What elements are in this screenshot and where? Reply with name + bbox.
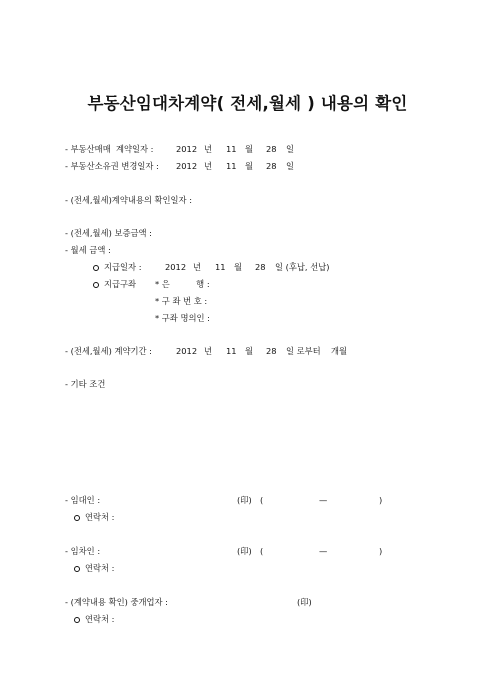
tenant-contact: 연락처 : bbox=[74, 563, 114, 573]
tenant-paren-open: ( bbox=[260, 546, 264, 556]
sale-contract-label: - 부동산매매 계약일자 : bbox=[65, 144, 154, 154]
contract-period-day: 28 bbox=[266, 346, 277, 356]
sale-contract-month-unit: 월 bbox=[245, 144, 254, 154]
tenant-seal: (印) bbox=[237, 546, 252, 556]
sale-contract-day-unit: 일 bbox=[286, 144, 295, 154]
ownership-change-label: - 부동산소유권 변경일자 : bbox=[65, 161, 159, 171]
payment-date-year-unit: 년 bbox=[193, 262, 202, 272]
circle-bullet-icon bbox=[74, 617, 80, 623]
broker-seal: (印) bbox=[297, 597, 312, 607]
tenant-label: - 임차인 : bbox=[65, 546, 101, 556]
landlord-seal: (印) bbox=[237, 495, 252, 505]
payment-date-month-unit: 월 bbox=[234, 262, 243, 272]
payment-date-day: 28 bbox=[255, 262, 266, 272]
circle-bullet-icon bbox=[93, 265, 99, 271]
ownership-change-day-unit: 일 bbox=[286, 161, 295, 171]
circle-bullet-icon bbox=[74, 566, 80, 572]
sale-contract-month: 11 bbox=[226, 144, 237, 154]
page-title: 부동산임대차계약( 전세,월세 ) 내용의 확인 bbox=[87, 94, 408, 113]
monthly-rent-label: - 월세 금액 : bbox=[65, 245, 111, 255]
landlord-dash: — bbox=[319, 495, 328, 505]
payment-date-year: 2012 bbox=[165, 262, 187, 272]
ownership-change-year-unit: 년 bbox=[204, 161, 213, 171]
payment-account-item: 지급구좌 bbox=[93, 279, 136, 289]
ownership-change-year: 2012 bbox=[176, 161, 198, 171]
ownership-change-day: 28 bbox=[266, 161, 277, 171]
landlord-contact: 연락처 : bbox=[74, 512, 114, 522]
deposit-label: - (전세,월세) 보증금액 : bbox=[65, 228, 152, 238]
circle-bullet-icon bbox=[74, 515, 80, 521]
contract-period-from: 일 로부터 bbox=[286, 346, 321, 356]
contract-period-label: - (전세,월세) 계약기간 : bbox=[65, 346, 152, 356]
contract-period-month-unit: 월 bbox=[245, 346, 254, 356]
landlord-paren-close: ) bbox=[379, 495, 383, 505]
sale-contract-year-unit: 년 bbox=[204, 144, 213, 154]
broker-label: - (계약내용 확인) 중개업자 : bbox=[65, 597, 168, 607]
payment-date-month: 11 bbox=[215, 262, 226, 272]
account-number-label: * 구 좌 번 호 : bbox=[155, 296, 208, 306]
ownership-change-month: 11 bbox=[226, 161, 237, 171]
sale-contract-day: 28 bbox=[266, 144, 277, 154]
payment-date-day-unit: 일 (후납, 선납) bbox=[275, 262, 330, 272]
tenant-paren-close: ) bbox=[379, 546, 383, 556]
confirm-date-label: - (전세,월세)계약내용의 확인일자 : bbox=[65, 195, 193, 205]
circle-bullet-icon bbox=[93, 282, 99, 288]
account-holder-label: * 구좌 명의인 : bbox=[155, 313, 210, 323]
broker-contact: 연락처 : bbox=[74, 614, 114, 624]
contract-period-year: 2012 bbox=[176, 346, 198, 356]
payment-date-item: 지급일자 : bbox=[93, 262, 142, 272]
contract-period-months: 개월 bbox=[331, 346, 348, 356]
contract-period-year-unit: 년 bbox=[204, 346, 213, 356]
other-terms-label: - 기타 조건 bbox=[65, 379, 106, 389]
contract-period-month: 11 bbox=[226, 346, 237, 356]
tenant-dash: — bbox=[319, 546, 328, 556]
ownership-change-month-unit: 월 bbox=[245, 161, 254, 171]
sale-contract-year: 2012 bbox=[176, 144, 198, 154]
landlord-label: - 임대인 : bbox=[65, 495, 101, 505]
landlord-paren-open: ( bbox=[260, 495, 264, 505]
bank-label: * 은 행 : bbox=[155, 279, 210, 289]
